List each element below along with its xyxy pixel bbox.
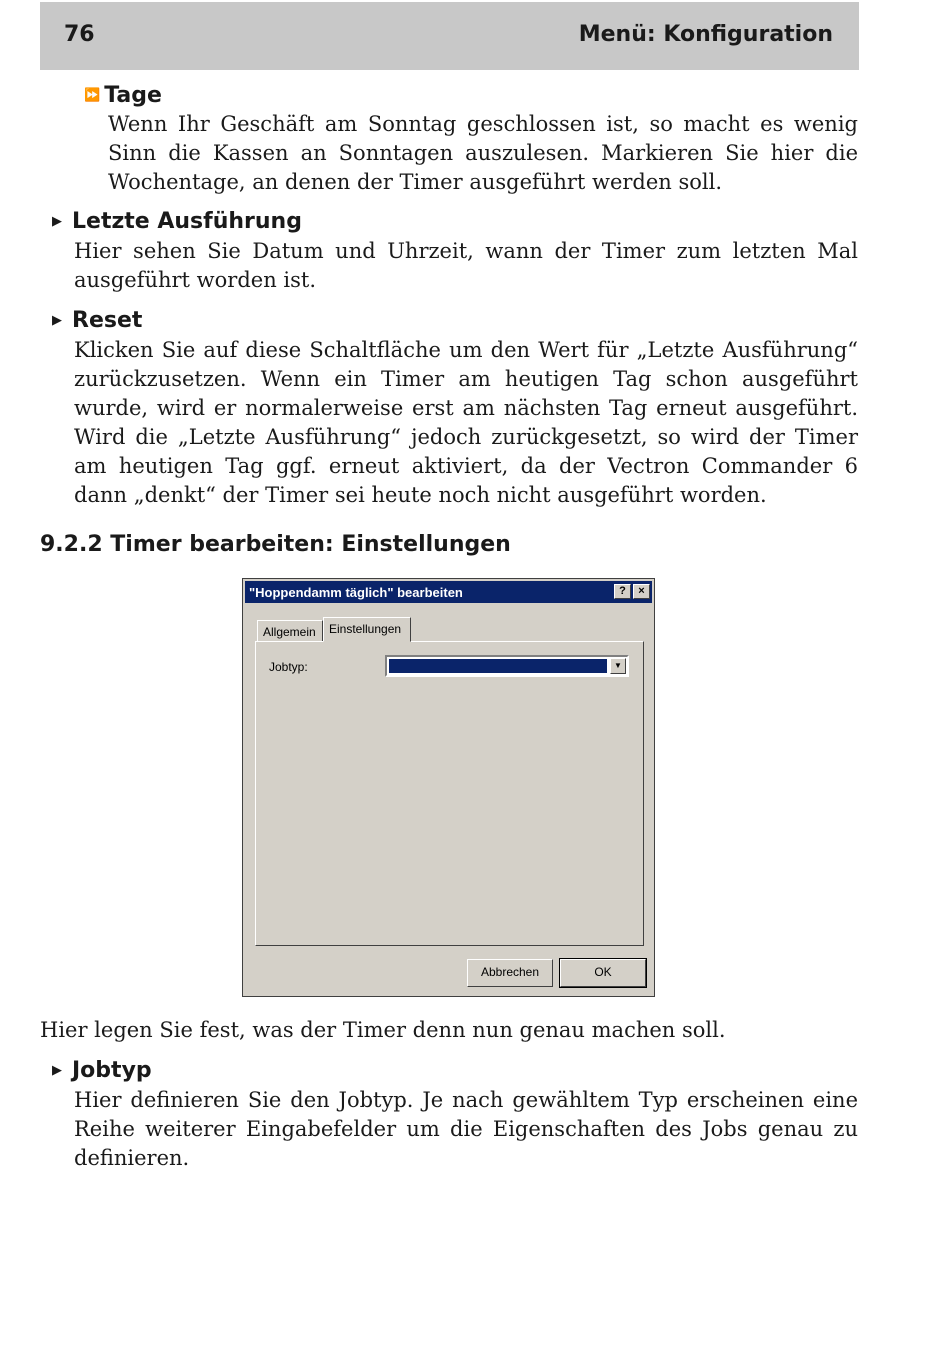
chevron-down-icon[interactable]: ▼ <box>610 658 626 674</box>
cancel-button[interactable]: Abbrechen <box>467 959 553 987</box>
tab-allgemein[interactable]: Allgemein <box>257 620 323 642</box>
timer-dialog <box>242 578 655 997</box>
ok-button[interactable]: OK <box>560 959 646 987</box>
jobtyp-select[interactable] <box>385 655 629 677</box>
letzte-heading-text: Letzte Ausführung <box>72 209 302 234</box>
help-icon[interactable]: ? <box>614 584 631 599</box>
tage-heading <box>84 82 162 110</box>
chapter-title: Menü: Konfiguration <box>578 22 833 47</box>
double-arrow-icon: ⏩ <box>84 88 101 103</box>
triangle-right-icon: ▶ <box>52 1063 62 1078</box>
letzte-text: Hier sehen Sie Datum und Uhrzeit, wann der Timer zum letzten Mal ausgeführt worden ist. <box>74 239 858 292</box>
jobtyp-heading <box>52 1057 152 1085</box>
letzte-heading <box>52 208 302 236</box>
close-icon[interactable]: × <box>633 584 650 599</box>
reset-text: Klicken Sie auf diese Schaltfläche um den Wert für „Letzte Ausführung“ zurückzusetzen. Wenn ein Timer am heutigen Tag schon ausgeführt wurde, wird er normalerweise erst am nächsten Tag erneut ausgeführt. Wird die „Letzte Ausführung“ jedoch zurückgesetzt, so wird der Timer am heutigen Tag ggf. erneut aktiviert, da der Vectron Commander 6 dann „denkt“ der Timer sei heute noch nicht ausgeführt worden. <box>74 338 858 507</box>
tage-text: Wenn Ihr Geschäft am Sonntag geschlossen ist, so macht es wenig Sinn die Kassen an Sonntagen auszulesen. Markieren Sie hier die Wochentage, an denen der Timer ausgeführt werden soll. <box>108 112 858 194</box>
triangle-right-icon: ▶ <box>52 313 62 328</box>
intro-text: Hier legen Sie fest, was der Timer denn nun genau machen soll. <box>40 1018 726 1042</box>
page-number: 76 <box>64 22 95 47</box>
tage-heading-text: Tage <box>104 83 162 108</box>
jobtyp-selection <box>389 659 607 673</box>
tab-panel <box>255 641 644 946</box>
triangle-right-icon: ▶ <box>52 214 62 229</box>
jobtyp-label: Jobtyp: <box>269 660 308 674</box>
section-title: 9.2.2 Timer bearbeiten: Einstellungen <box>40 532 511 557</box>
jobtyp-heading-text: Jobtyp <box>72 1058 152 1083</box>
dialog-titlebar <box>245 581 652 603</box>
jobtyp-text: Hier definieren Sie den Jobtyp. Je nach gewähltem Typ erscheinen eine Reihe weiterer Eingabefelder um die Eigenschaften des Jobs genau zu definieren. <box>74 1088 858 1170</box>
reset-heading <box>52 307 142 335</box>
page-header <box>40 2 859 70</box>
reset-heading-text: Reset <box>72 308 143 333</box>
dialog-title: "Hoppendamm täglich" bearbeiten <box>249 585 463 600</box>
tab-einstellungen[interactable]: Einstellungen <box>323 617 411 642</box>
